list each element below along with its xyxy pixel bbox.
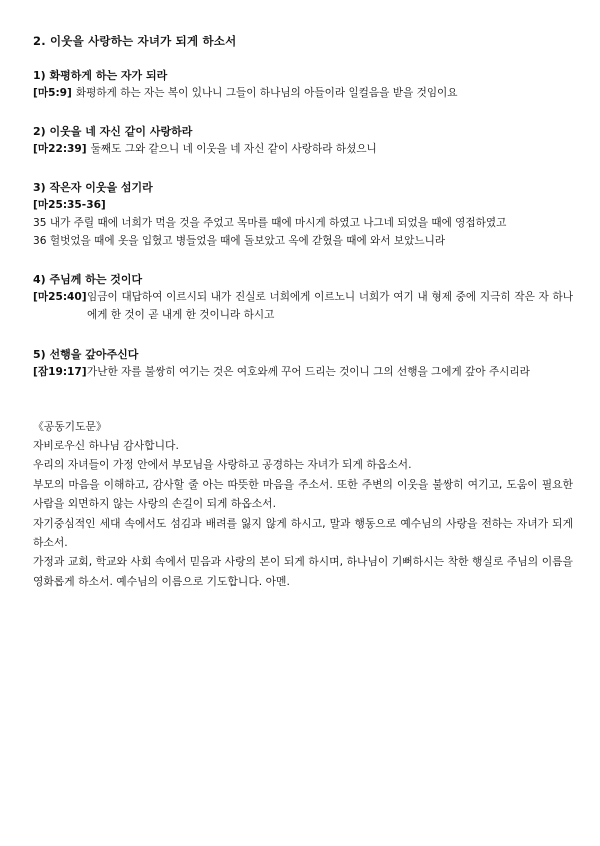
document-title: 2. 이웃을 사랑하는 자녀가 되게 하소서 [33, 34, 237, 48]
section-2 [33, 123, 573, 158]
verse-row [33, 288, 573, 324]
verse-reference: [마5:9] [33, 87, 72, 99]
prayer-paragraph: 우리의 자녀들이 가정 안에서 부모님을 사랑하고 공경하는 자녀가 되게 하옵소서. [33, 458, 412, 472]
common-prayer [33, 417, 573, 591]
prayer-paragraph: 부모의 마음을 이해하고, 감사할 줄 아는 따뜻한 마음을 주소서. 또한 주변의 이웃을 불쌍히 여기고, 도움이 필요한 사람을 외면하지 않는 사랑의 손길이 되게 하옵소서. [33, 477, 573, 511]
section-5 [33, 346, 573, 381]
section-4 [33, 271, 573, 324]
verse-text: 가난한 자를 불쌍히 여기는 것은 여호와께 꾸어 드리는 것이니 그의 선행을 그에게 갚아 주시리라 [87, 366, 530, 378]
verse-reference: [마25:35-36] [33, 199, 106, 211]
verse-row [33, 363, 573, 381]
verse-text: 임금이 대답하여 이르시되 내가 진실로 너희에게 이르노니 너희가 여기 내 형제 중에 지극히 작은 자 하나에게 한 것이 곧 내게 한 것이니라 하시고 [87, 291, 573, 321]
section-1 [33, 67, 573, 102]
verse-reference: [마25:40] [33, 291, 87, 303]
verse-reference: [잠19:17] [33, 366, 87, 378]
section-heading: 2) 이웃을 네 자신 같이 사랑하라 [33, 125, 193, 138]
section-heading: 5) 선행을 갚아주신다 [33, 348, 139, 361]
verse-line: 35 내가 주릴 때에 너희가 먹을 것을 주었고 목마를 때에 마시게 하였고 나그네 되었을 때에 영접하였고 [33, 217, 507, 229]
verse-row [33, 84, 573, 102]
verse-line: 36 헐벗었을 때에 옷을 입혔고 병들었을 때에 돌보았고 옥에 갇혔을 때에 와서 보았느니라 [33, 235, 446, 247]
verse-text: 화평하게 하는 자는 복이 있나니 그들이 하나님의 아들이라 일컬음을 받을 것임이요 [75, 87, 458, 99]
section-heading: 1) 화평하게 하는 자가 되라 [33, 69, 168, 82]
prayer-paragraph: 자기중심적인 세대 속에서도 섬김과 배려를 잃지 않게 하시고, 말과 행동으로 예수님의 사랑을 전하는 자녀가 되게 하소서. [33, 516, 573, 550]
section-3 [33, 179, 573, 250]
section-heading: 4) 주님께 하는 것이다 [33, 273, 143, 286]
verse-row [33, 140, 573, 158]
prayer-paragraph: 가정과 교회, 학교와 사회 속에서 믿음과 사랑의 본이 되게 하시며, 하나님이 기뻐하시는 착한 행실로 주님의 이름을 영화롭게 하소서. 예수님의 이름으로 기도합니다. 아멘. [33, 555, 573, 588]
prayer-title: 《공동기도문》 [33, 420, 107, 433]
verse-text: 둘째도 그와 같으니 네 이웃을 네 자신 같이 사랑하라 하셨으니 [90, 143, 377, 155]
section-heading: 3) 작은자 이웃을 섬기라 [33, 181, 153, 194]
verse-reference: [마22:39] [33, 143, 87, 155]
prayer-paragraph: 자비로우신 하나님 감사합니다. [33, 439, 179, 452]
